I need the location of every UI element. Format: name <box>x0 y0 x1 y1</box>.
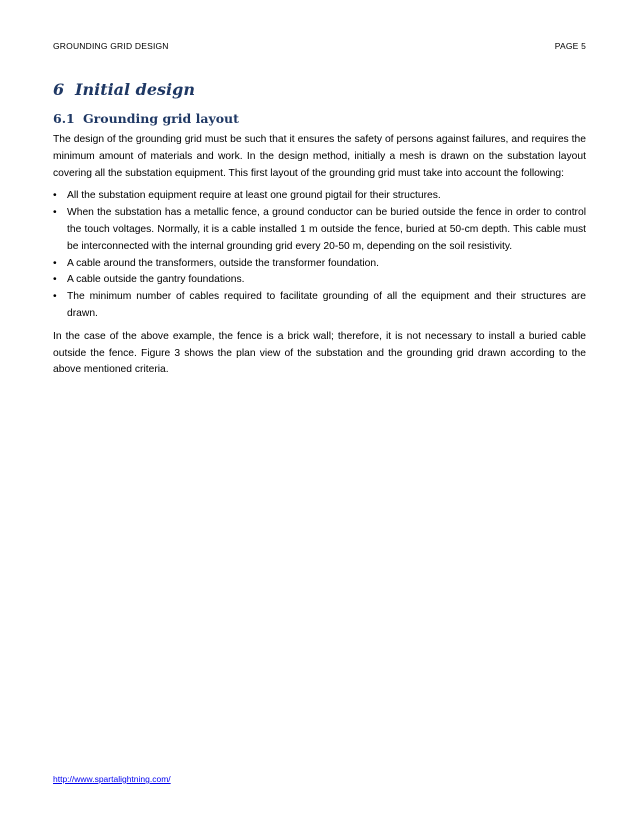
subsection-title: Grounding grid layout <box>83 111 239 126</box>
list-item <box>53 256 586 273</box>
list-item-text: All the substation equipment require at least one ground pigtail for their structures. <box>67 190 441 202</box>
footer-link[interactable]: http://www.spartalightning.com/ <box>53 774 171 784</box>
section-title: Initial design <box>75 80 195 99</box>
page-header <box>53 38 586 54</box>
list-item-text: A cable around the transformers, outside the transformer foundation. <box>67 257 379 269</box>
bullet-icon: • <box>53 291 57 303</box>
subsection-heading <box>53 111 586 126</box>
bullet-icon: • <box>53 207 57 219</box>
bullet-icon: • <box>53 190 57 202</box>
list-item-text: A cable outside the gantry foundations. <box>67 274 245 286</box>
section-number: 6 <box>53 80 65 99</box>
list-item <box>53 205 586 255</box>
requirements-list <box>53 188 586 322</box>
page-number: PAGE 5 <box>554 41 586 51</box>
section-heading <box>53 80 586 99</box>
list-item <box>53 289 586 323</box>
bullet-icon: • <box>53 274 57 286</box>
list-item-text: When the substation has a metallic fence, a ground conductor can be buried outside the fence in order to control the touch voltages. Normally, it is a cable installed 1 m outside the fence, buried at 50-cm depth. This cable must be interconnected with the internal grounding grid every 20-50 m, depending on the soil resistivity. <box>67 207 586 252</box>
list-item <box>53 272 586 289</box>
closing-paragraph: In the case of the above example, the fence is a brick wall; therefore, it is not necessary to install a buried cable outside the fence. Figure 3 shows the plan view of the substation and the grounding grid drawn according to the above mentioned criteria. <box>53 330 586 376</box>
header-title: GROUNDING GRID DESIGN <box>53 41 169 51</box>
list-item <box>53 188 586 205</box>
page-content <box>53 80 586 385</box>
subsection-number: 6.1 <box>53 111 75 126</box>
bullet-icon: • <box>53 257 57 269</box>
list-item-text: The minimum number of cables required to facilitate grounding of all the equipment and their structures are drawn. <box>67 291 586 319</box>
intro-paragraph: The design of the grounding grid must be such that it ensures the safety of persons against failures, and requires the minimum amount of materials and work. In the design method, initially a mesh is drawn on the substation layout covering all the substation equipment. This first layout of the grounding grid must take into account the following: <box>53 134 586 179</box>
